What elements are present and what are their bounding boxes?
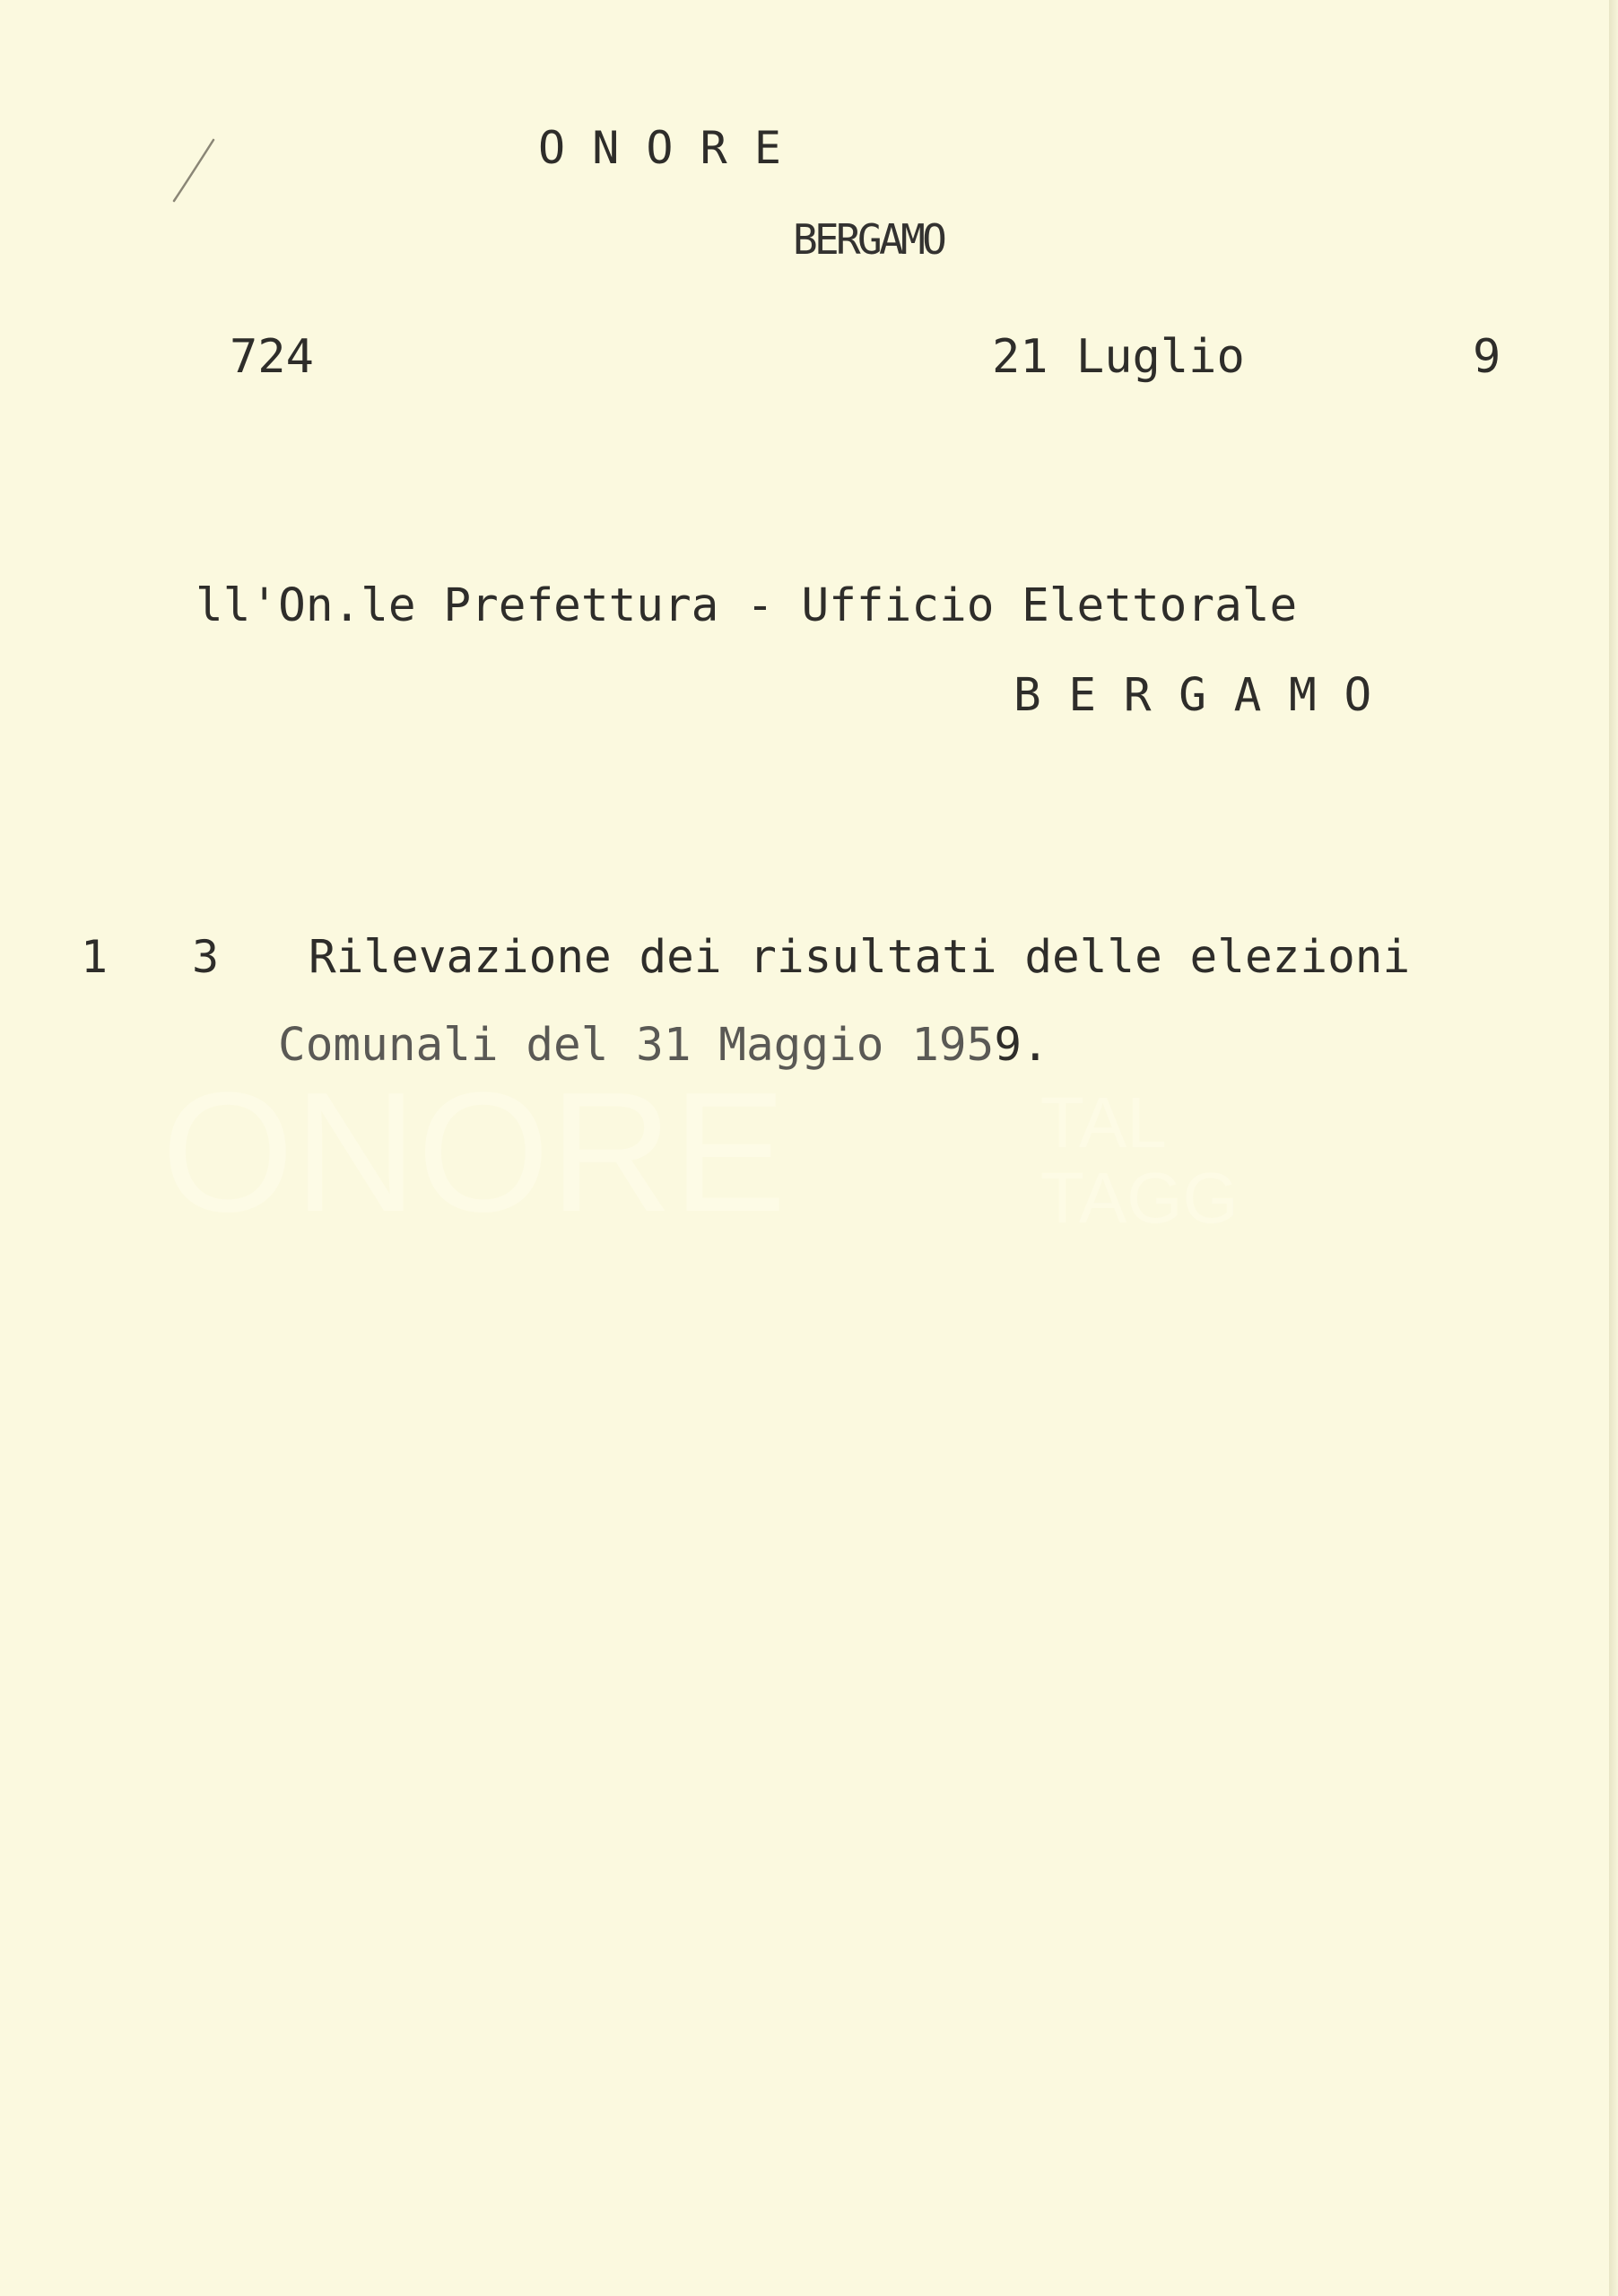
position-number-b: 3: [192, 931, 220, 983]
subject-line-1: Rilevazione dei risultati delle elezioni: [309, 931, 1411, 984]
subject-line-2: [278, 1019, 1049, 1072]
recipient-city: B E R G A M O: [1013, 669, 1372, 722]
card-edge: [1609, 0, 1618, 2296]
watermark-text: ONORE: [161, 1057, 787, 1248]
watermark-line-2: TAGG: [1040, 1158, 1239, 1238]
protocol-number: 724: [230, 330, 314, 384]
header-word: O N O R E: [538, 122, 781, 174]
document-date: 21 Luglio: [992, 330, 1245, 384]
pencil-mark: [161, 135, 224, 206]
position-number-a: 1: [81, 931, 109, 983]
watermark-secondary: [1040, 1085, 1239, 1236]
subject-line-2-end: 9.: [994, 1019, 1049, 1072]
year-digit: 9: [1473, 330, 1501, 384]
watermark-line-1: TAL: [1040, 1083, 1167, 1162]
city-heading: BERGAMO: [793, 215, 944, 264]
subject-line-2-start: Comunali del 31 Maggio 195: [278, 1019, 995, 1072]
recipient-line: ll'On.le Prefettura - Ufficio Elettorale: [196, 579, 1298, 632]
